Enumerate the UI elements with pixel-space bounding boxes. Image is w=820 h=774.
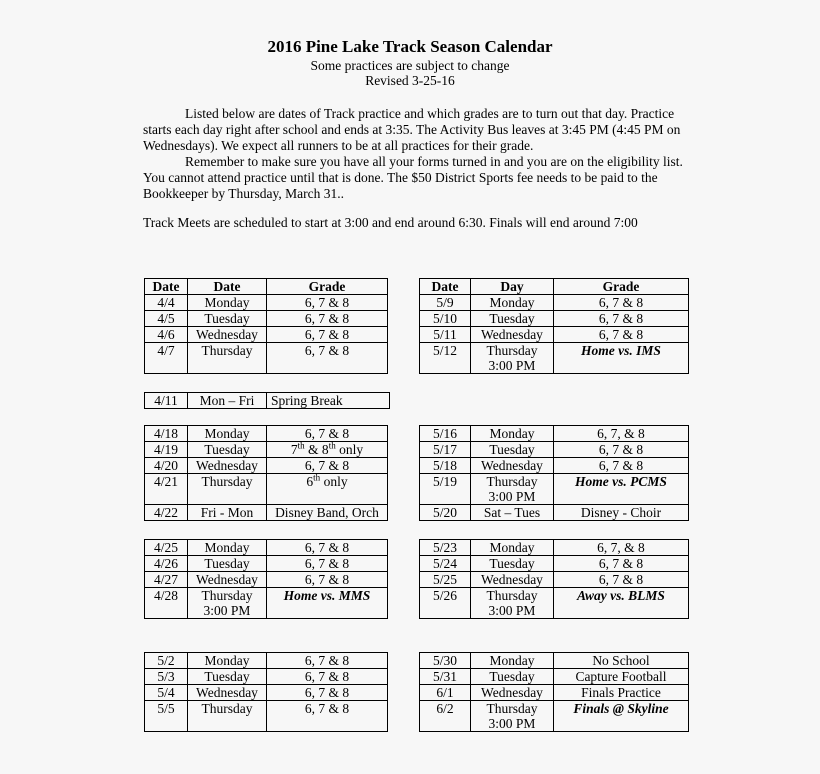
table-row [420,327,689,343]
grade-cell: 6, 7 & 8 [554,311,689,327]
date-cell: 5/24 [420,556,471,572]
meet-time: 3:00 PM [203,603,251,618]
table-row [145,393,390,409]
meet-time: 3:00 PM [488,358,536,373]
day-cell: Thursday [188,701,267,732]
day-cell: Monday [188,426,267,442]
table-row [145,685,388,701]
date-cell: 5/17 [420,442,471,458]
date-cell: 5/30 [420,653,471,669]
grade-part: 6 [306,474,314,489]
schedule-table-left-1 [144,278,388,374]
date-cell: 4/5 [145,311,188,327]
table-row [145,588,388,619]
schedule-table-left-3 [144,539,388,619]
day-cell [471,701,554,732]
schedule-table-left-2 [144,425,388,521]
grade-part: & 8 [304,442,329,457]
date-cell: 4/27 [145,572,188,588]
date-cell: 5/19 [420,474,471,505]
date-cell: 5/9 [420,295,471,311]
table-row [145,540,388,556]
table-row [145,442,388,458]
day-cell: Monday [188,295,267,311]
day-cell: Fri - Mon [188,505,267,521]
table-row [420,669,689,685]
table-row [145,669,388,685]
event-cell: Spring Break [267,393,390,409]
grade-cell: 6, 7, & 8 [554,540,689,556]
date-cell: 5/26 [420,588,471,619]
day-cell: Mon – Fri [188,393,267,409]
table-row [145,311,388,327]
table-row [420,343,689,374]
day-cell: Wednesday [188,327,267,343]
meet-time: 3:00 PM [488,603,536,618]
table-row [145,556,388,572]
table-row [145,295,388,311]
spring-break-table [144,392,390,409]
grade-cell: 6, 7 & 8 [267,343,388,374]
grade-cell: 6, 7 & 8 [267,556,388,572]
grade-cell: 6, 7 & 8 [554,458,689,474]
meet-cell: Away vs. BLMS [554,588,689,619]
date-cell: 5/25 [420,572,471,588]
table-row [145,653,388,669]
grade-cell: 6, 7 & 8 [267,572,388,588]
day-cell: Tuesday [471,311,554,327]
date-cell: 4/4 [145,295,188,311]
grade-part: only [320,474,348,489]
date-cell: 4/7 [145,343,188,374]
table-row [420,685,689,701]
column-header: Date [420,279,471,295]
meet-cell: Home vs. PCMS [554,474,689,505]
day-cell: Wednesday [471,458,554,474]
grade-cell: 6, 7 & 8 [554,442,689,458]
table-row [420,653,689,669]
schedule-table-right-1 [419,278,689,374]
date-cell: 5/16 [420,426,471,442]
date-cell: 5/11 [420,327,471,343]
date-cell: 6/1 [420,685,471,701]
day-label: Thursday [486,588,538,603]
day-cell: Monday [188,653,267,669]
date-cell: 5/4 [145,685,188,701]
meet-time: 3:00 PM [488,716,536,731]
date-cell: 4/25 [145,540,188,556]
date-cell: 4/28 [145,588,188,619]
date-cell: 5/2 [145,653,188,669]
meet-note: Track Meets are scheduled to start at 3:00 and end around 6:30. Finals will end around 7:00 [143,215,638,230]
event-cell: Capture Football [554,669,689,685]
grade-cell: 6, 7 & 8 [267,458,388,474]
grade-cell: 6, 7 & 8 [267,311,388,327]
intro-paragraph-1: Listed below are dates of Track practice and which grades are to turn out that day. Practice starts each day right after school and ends at 3:35. The Activity Bus leaves at 3:45 PM (4:45 PM on Wednesdays). We expect all runners to be at all practices for their grade. [143,106,681,153]
grade-cell: 6, 7 & 8 [267,327,388,343]
day-cell [471,343,554,374]
day-cell: Wednesday [471,685,554,701]
date-cell: 5/5 [145,701,188,732]
column-header: Grade [267,279,388,295]
column-header: Date [145,279,188,295]
day-cell: Wednesday [471,572,554,588]
day-cell: Wednesday [188,685,267,701]
meet-time: 3:00 PM [488,489,536,504]
meet-cell: Finals @ Skyline [554,701,689,732]
table-row [420,442,689,458]
grade-cell: 6, 7 & 8 [267,685,388,701]
date-cell: 4/20 [145,458,188,474]
grade-cell [267,442,388,458]
day-cell: Tuesday [188,556,267,572]
day-cell: Monday [471,653,554,669]
date-cell: 5/18 [420,458,471,474]
grade-cell: 6, 7 & 8 [267,295,388,311]
day-cell: Tuesday [471,556,554,572]
revision-note: Revised 3-25-16 [365,73,455,88]
page-subtitle: Some practices are subject to change [310,58,510,73]
ordinal-suffix: th [297,440,305,451]
day-label: Thursday [486,701,538,716]
grade-cell: 6, 7, & 8 [554,426,689,442]
date-cell: 5/3 [145,669,188,685]
table-row [420,556,689,572]
table-row [145,701,388,732]
event-cell: Finals Practice [554,685,689,701]
day-cell: Wednesday [471,327,554,343]
table-row [145,426,388,442]
day-cell: Tuesday [188,669,267,685]
table-header-row [145,279,388,295]
day-cell [471,588,554,619]
date-cell: 5/12 [420,343,471,374]
intro-text [143,106,683,202]
event-cell: Disney - Choir [554,505,689,521]
schedule-table-right-4 [419,652,689,732]
table-row [145,327,388,343]
date-cell: 4/18 [145,426,188,442]
date-cell: 5/31 [420,669,471,685]
meet-cell: Home vs. MMS [267,588,388,619]
table-row [145,343,388,374]
grade-cell: 6, 7 & 8 [554,295,689,311]
day-cell: Sat – Tues [471,505,554,521]
column-header: Day [471,279,554,295]
day-cell: Monday [188,540,267,556]
table-row [420,588,689,619]
intro-paragraph-2: Remember to make sure you have all your forms turned in and you are on the eligibility list. You cannot attend practice until that is done. The $50 District Sports fee needs to be paid to the Bookkeeper by Thursday, March 31.. [143,154,683,201]
table-row [145,474,388,505]
date-cell: 4/22 [145,505,188,521]
date-cell: 4/6 [145,327,188,343]
day-cell: Thursday [188,474,267,505]
grade-cell: 6, 7 & 8 [267,653,388,669]
ordinal-suffix: th [313,472,321,483]
day-label: Thursday [486,474,538,489]
date-cell: 5/23 [420,540,471,556]
day-label: Thursday [201,588,253,603]
table-row [420,505,689,521]
ordinal-suffix: th [328,440,336,451]
grade-cell [267,474,388,505]
day-cell: Tuesday [471,442,554,458]
table-header-row [420,279,689,295]
schedule-table-right-2 [419,425,689,521]
grade-part: only [335,442,364,457]
grade-cell: 6, 7 & 8 [267,669,388,685]
date-cell: 4/21 [145,474,188,505]
table-row [420,311,689,327]
table-row [145,572,388,588]
grade-cell: 6, 7 & 8 [554,572,689,588]
table-row [420,474,689,505]
day-cell [188,588,267,619]
event-cell: Disney Band, Orch [267,505,388,521]
date-cell: 6/2 [420,701,471,732]
grade-part: 7 [290,442,298,457]
grade-cell: 6, 7 & 8 [267,701,388,732]
day-cell: Wednesday [188,458,267,474]
date-cell: 5/20 [420,505,471,521]
page-title: 2016 Pine Lake Track Season Calendar [267,37,553,56]
date-cell: 4/11 [145,393,188,409]
table-row [420,701,689,732]
column-header: Date [188,279,267,295]
meet-cell: Home vs. IMS [554,343,689,374]
day-cell [471,474,554,505]
day-cell: Tuesday [188,442,267,458]
date-cell: 4/19 [145,442,188,458]
grade-cell: 6, 7 & 8 [267,540,388,556]
schedule-table-left-4 [144,652,388,732]
schedule-table-right-3 [419,539,689,619]
grade-cell: 6, 7 & 8 [554,556,689,572]
table-row [420,458,689,474]
table-row [420,426,689,442]
day-label: Thursday [486,343,538,358]
event-cell: No School [554,653,689,669]
table-row [420,572,689,588]
table-row [420,295,689,311]
grade-cell: 6, 7 & 8 [554,327,689,343]
day-cell: Monday [471,426,554,442]
date-cell: 4/26 [145,556,188,572]
day-cell: Tuesday [471,669,554,685]
day-cell: Wednesday [188,572,267,588]
table-row [145,505,388,521]
day-cell: Thursday [188,343,267,374]
column-header: Grade [554,279,689,295]
grade-cell: 6, 7 & 8 [267,426,388,442]
table-row [420,540,689,556]
table-row [145,458,388,474]
day-cell: Monday [471,295,554,311]
day-cell: Tuesday [188,311,267,327]
date-cell: 5/10 [420,311,471,327]
day-cell: Monday [471,540,554,556]
